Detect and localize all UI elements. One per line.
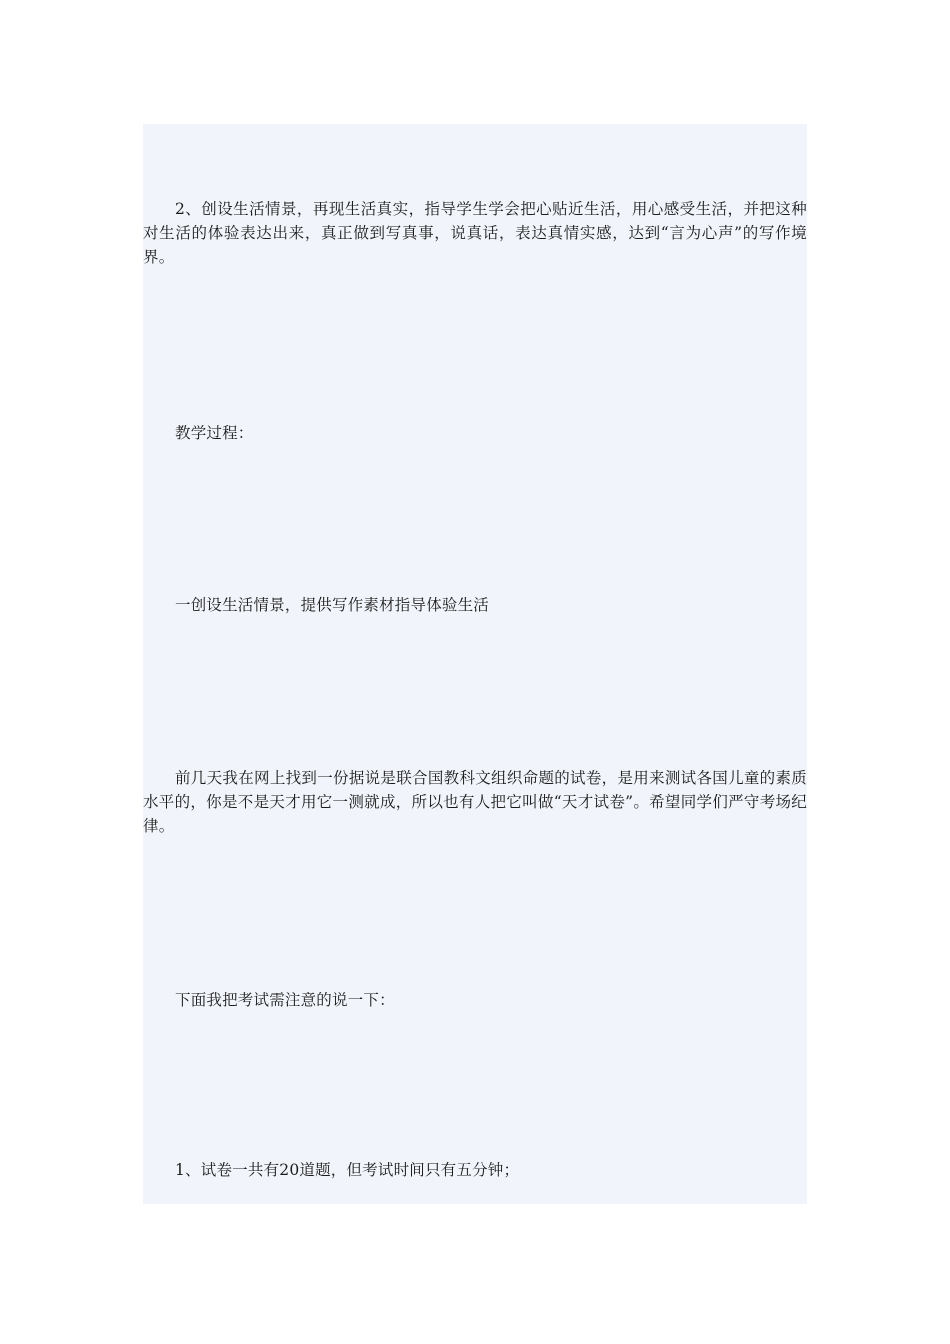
paragraph-exam-notes-intro: 下面我把考试需注意的说一下： [175, 991, 395, 1009]
paragraph-genius-test-intro: 前几天我在网上找到一份据说是联合国教科文组织命题的试卷，是用来测试各国儿童的素质水平的，你是不是天才用它一测就成，所以也有人把它叫做“天才试卷”。希望同学们严守考场纪律。 [143, 769, 807, 835]
paragraph-exam-rule-1: 1、试卷一共有20道题，但考试时间只有五分钟； [175, 1161, 520, 1179]
paragraph-section-1-heading: 一创设生活情景，提供写作素材指导体验生活 [175, 596, 490, 614]
paragraph-goal-2: 2、创设生活情景，再现生活真实，指导学生学会把心贴近生活，用心感受生活，并把这种对生活的体验表达出来，真正做到写真事，说真话，表达真情实感，达到“言为心声”的写作境界。 [143, 200, 807, 266]
paragraph-teaching-process: 教学过程： [175, 424, 254, 442]
content-panel [143, 124, 807, 1204]
